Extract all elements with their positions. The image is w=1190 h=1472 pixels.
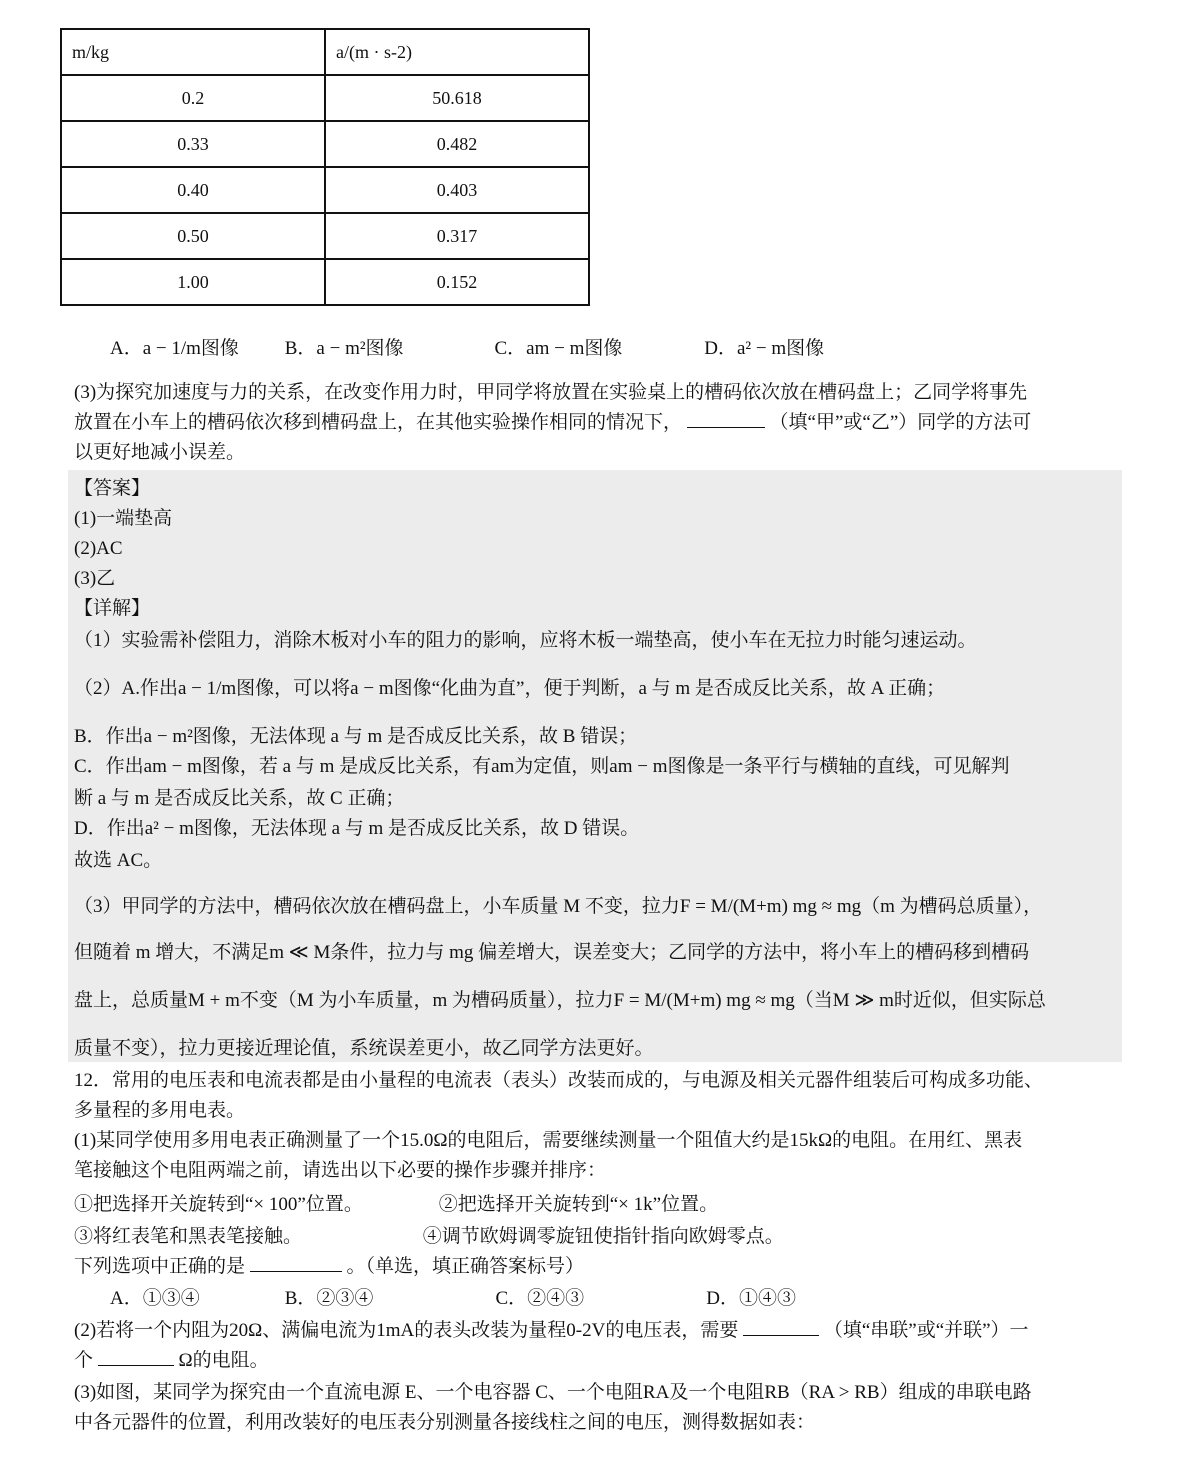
q12-line-3: (1)某同学使用多用电表正确测量了一个15.0Ω的电阻后，需要继续测量一个阻值大约是15kΩ的电阻。在用红、黑表 [74, 1130, 1023, 1151]
detail-7: 故选 AC。 [74, 850, 163, 871]
q12-option-c: C．②④③ [495, 1288, 585, 1309]
table-cell: 1.00 [61, 259, 325, 305]
mass-acceleration-table [60, 28, 590, 306]
top-options-row [110, 333, 824, 360]
option-c: C．am − m图像 [494, 338, 623, 359]
detail-8: （3）甲同学的方法中，槽码依次放在槽码盘上，小车质量 M 不变，拉力F = M/(M+m) mg ≈ mg（m 为槽码总质量）， [74, 896, 1043, 917]
table-row [61, 121, 589, 167]
q3-line-2-text: 放置在小车上的槽码依次移到槽码盘上，在其他实验操作相同的情况下， [74, 412, 683, 433]
table-row [61, 75, 589, 121]
table-cell: 0.2 [61, 75, 325, 121]
q12-line-10 [74, 1346, 269, 1376]
answer-2: (2)AC [74, 538, 123, 559]
q12-steps-row-1 [74, 1190, 718, 1220]
detail-title: 【详解】 [74, 598, 151, 619]
table-row [61, 259, 589, 305]
answer-blank[interactable] [743, 1317, 819, 1336]
detail-5: 断 a 与 m 是否成反比关系，故 C 正确； [74, 788, 405, 809]
detail-1: （1）实验需补偿阻力，消除木板对小车的阻力的影响，应将木板一端垫高，使小车在无拉力时能匀速运动。 [74, 630, 977, 651]
answer-blank[interactable] [98, 1347, 174, 1366]
q12-option-d: D．①④③ [706, 1288, 796, 1309]
q12-line-7-text: 下列选项中正确的是 [74, 1256, 246, 1277]
q12-line-4: 笔接触这个电阻两端之前，请选出以下必要的操作步骤并排序： [74, 1160, 607, 1181]
q12-line-10-text: 个 [74, 1350, 94, 1371]
option-a: A．a − 1/m图像 [110, 338, 239, 359]
q12-line-9 [74, 1316, 1029, 1346]
table-cell: 0.403 [325, 167, 589, 213]
table-row [61, 167, 589, 213]
q3-line-2 [74, 408, 1031, 438]
detail-3: B．作出a − m²图像，无法体现 a 与 m 是否成反比关系，故 B 错误； [74, 726, 638, 747]
q12-steps-row-2 [74, 1222, 784, 1252]
table-cell: 0.33 [61, 121, 325, 167]
answer-1: (1)一端垫高 [74, 508, 173, 529]
answer-3: (3)乙 [74, 568, 116, 589]
q12-line-1: 12．常用的电压表和电流表都是由小量程的电流表（表头）改装而成的，与电源及相关元器件组装后可构成多功能、 [74, 1070, 1044, 1091]
q12-options-row [110, 1284, 796, 1314]
q12-line-2: 多量程的多用电表。 [74, 1100, 246, 1121]
table-header-acceleration: a/(m · s-2) [325, 29, 589, 75]
q12-option-b: B．②③④ [284, 1288, 374, 1309]
q12-line-11: (3)如图，某同学为探究由一个直流电源 E、一个电容器 C、一个电阻RA及一个电阻RB（RA > RB）组成的串联电路 [74, 1382, 1032, 1403]
table-cell: 0.50 [61, 213, 325, 259]
step-3: ③将红表笔和黑表笔接触。 [74, 1226, 303, 1247]
step-4: ④调节欧姆调零旋钮使指针指向欧姆零点。 [422, 1226, 784, 1247]
detail-6: D．作出a² − m图像，无法体现 a 与 m 是否成反比关系，故 D 错误。 [74, 818, 640, 839]
table-header-mass: m/kg [61, 29, 325, 75]
detail-4: C．作出am − m图像，若 a 与 m 是成反比关系，有am为定值，则am − m图像是一条平行与横轴的直线，可见解判 [74, 756, 1010, 777]
table-cell: 0.317 [325, 213, 589, 259]
q3-line-2-tail: （填“甲”或“乙”）同学的方法可 [769, 412, 1032, 433]
q12-line-10-tail: Ω的电阻。 [178, 1350, 269, 1371]
table-cell: 0.482 [325, 121, 589, 167]
option-d: D．a² − m图像 [704, 338, 825, 359]
table-header-row [61, 29, 589, 75]
q12-line-9-tail: （填“串联”或“并联”）一 [823, 1320, 1029, 1341]
table-row [61, 213, 589, 259]
q12-line-7 [74, 1252, 584, 1282]
q3-line-3: 以更好地减小误差。 [74, 442, 246, 463]
answer-blank[interactable] [687, 409, 765, 428]
step-2: ②把选择开关旋转到“× 1k”位置。 [438, 1194, 719, 1215]
detail-11: 质量不变），拉力更接近理论值，系统误差更小，故乙同学方法更好。 [74, 1038, 654, 1059]
detail-9: 但随着 m 增大，不满足m ≪ M条件，拉力与 mg 偏差增大，误差变大；乙同学的方法中，将小车上的槽码移到槽码 [74, 942, 1030, 963]
detail-10: 盘上，总质量M + m不变（M 为小车质量，m 为槽码质量），拉力F = M/(M+m) mg ≈ mg（当M ≫ m时近似，但实际总 [74, 990, 1046, 1011]
q12-option-a: A．①③④ [110, 1288, 200, 1309]
q3-line-1: (3)为探究加速度与力的关系，在改变作用力时，甲同学将放置在实验桌上的槽码依次放在槽码盘上；乙同学将事先 [74, 382, 1028, 403]
detail-2: （2）A.作出a − 1/m图像，可以将a − m图像“化曲为直”，便于判断，a 与 m 是否成反比关系，故 A 正确； [74, 678, 946, 699]
option-b: B．a − m²图像 [284, 338, 404, 359]
q12-line-12: 中各元器件的位置，利用改装好的电压表分别测量各接线柱之间的电压，测得数据如表： [74, 1412, 816, 1433]
step-1: ①把选择开关旋转到“× 100”位置。 [74, 1194, 363, 1215]
answer-blank[interactable] [250, 1253, 342, 1272]
table-cell: 50.618 [325, 75, 589, 121]
q12-line-9-text: (2)若将一个内阻为20Ω、满偏电流为1mA的表头改装为量程0-2V的电压表，需要 [74, 1320, 739, 1341]
q12-line-7-tail: 。（单选，填正确答案标号） [346, 1256, 585, 1277]
table-cell: 0.40 [61, 167, 325, 213]
table-cell: 0.152 [325, 259, 589, 305]
answer-title: 【答案】 [74, 478, 151, 499]
